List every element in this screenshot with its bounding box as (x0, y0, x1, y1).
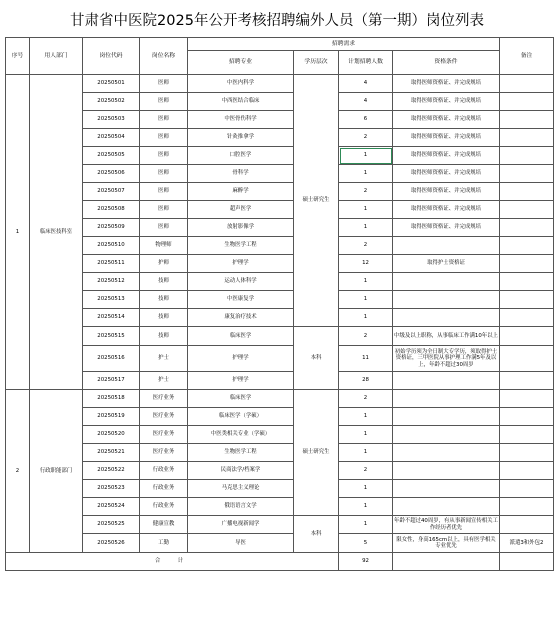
position-table (5, 37, 554, 571)
total-qual[interactable] (393, 553, 500, 571)
cell-name[interactable]: 工勤 (140, 534, 188, 553)
cell-name[interactable]: 医师 (140, 201, 188, 219)
cell-count[interactable]: 2 (339, 129, 393, 147)
cell-qual[interactable] (393, 309, 500, 327)
cell-code[interactable]: 20250513 (83, 291, 140, 309)
cell-name[interactable]: 护士 (140, 346, 188, 372)
table-row (6, 516, 554, 534)
cell-qual[interactable] (393, 426, 500, 444)
table-row (6, 183, 554, 201)
table-row (6, 111, 554, 129)
cell-remark[interactable] (500, 480, 554, 498)
total-label: 合 计 (6, 553, 339, 571)
cell-qual[interactable]: 取得护士资格证 (393, 255, 500, 273)
cell-count[interactable]: 1 (339, 516, 393, 534)
cell-code[interactable]: 20250526 (83, 534, 140, 553)
header-dept: 用人部门 (30, 38, 83, 75)
cell-code[interactable]: 20250509 (83, 219, 140, 237)
cell-remark[interactable] (500, 327, 554, 346)
cell-remark[interactable] (500, 219, 554, 237)
cell-major[interactable]: 临床医学 (188, 327, 294, 346)
cell-count[interactable]: 1 (339, 201, 393, 219)
cell-code[interactable]: 20250525 (83, 516, 140, 534)
cell-remark[interactable] (500, 165, 554, 183)
table-row (6, 165, 554, 183)
cell-code[interactable]: 20250502 (83, 93, 140, 111)
cell-name[interactable]: 技师 (140, 273, 188, 291)
cell-count[interactable]: 6 (339, 111, 393, 129)
cell-major[interactable]: 麻醉学 (188, 183, 294, 201)
cell-remark[interactable] (500, 372, 554, 390)
cell-major[interactable]: 骨科学 (188, 165, 294, 183)
cell-name[interactable]: 护师 (140, 255, 188, 273)
cell-count[interactable]: 2 (339, 237, 393, 255)
cell-code[interactable]: 20250506 (83, 165, 140, 183)
cell-major[interactable]: 护理学 (188, 372, 294, 390)
cell-major[interactable]: 口腔医学 (188, 147, 294, 165)
cell-count[interactable]: 2 (339, 327, 393, 346)
cell-code[interactable]: 20250504 (83, 129, 140, 147)
cell-major[interactable]: 俄语语言文学 (188, 498, 294, 516)
cell-remark[interactable] (500, 408, 554, 426)
cell-count[interactable]: 11 (339, 346, 393, 372)
table-row (6, 498, 554, 516)
header-req-group: 招聘需求 (188, 38, 500, 51)
table-row (6, 291, 554, 309)
cell-code[interactable]: 20250515 (83, 327, 140, 346)
table-row (6, 327, 554, 346)
cell-qual[interactable] (393, 498, 500, 516)
cell-name[interactable]: 行政业务 (140, 498, 188, 516)
header-edu: 学历层次 (294, 51, 339, 75)
cell-major[interactable]: 临床医学（学硕） (188, 408, 294, 426)
header-seq: 序号 (6, 38, 30, 75)
cell-remark[interactable] (500, 498, 554, 516)
header-qual: 资格条件 (393, 51, 500, 75)
cell-qual[interactable]: 取得医师资格证、并完成规培 (393, 201, 500, 219)
cell-qual[interactable] (393, 408, 500, 426)
header-major: 招聘专业 (188, 51, 294, 75)
cell-remark[interactable] (500, 255, 554, 273)
cell-major[interactable]: 生物医学工程 (188, 237, 294, 255)
cell-qual[interactable]: 初始学历须为全日制大专学历，须取得护士资格证，三甲医院从事护理工作满5年及以上，年龄不超过30周岁 (393, 346, 500, 372)
cell-code[interactable]: 20250514 (83, 309, 140, 327)
cell-code[interactable]: 20250520 (83, 426, 140, 444)
cell-qual[interactable]: 取得医师资格证、并完成规培 (393, 183, 500, 201)
table-row (6, 346, 554, 372)
cell-name[interactable]: 护士 (140, 372, 188, 390)
table-row (6, 444, 554, 462)
cell-count[interactable]: 1 (339, 408, 393, 426)
table-row (6, 480, 554, 498)
cell-code[interactable]: 20250523 (83, 480, 140, 498)
cell-major[interactable]: 马克思主义理论 (188, 480, 294, 498)
cell-count[interactable]: 2 (339, 462, 393, 480)
cell-qual[interactable] (393, 237, 500, 255)
cell-major[interactable]: 护理学 (188, 255, 294, 273)
cell-major[interactable]: 中医类相关专业（学硕） (188, 426, 294, 444)
cell-qual[interactable]: 取得医师资格证、并完成规培 (393, 147, 500, 165)
cell-name[interactable]: 物理师 (140, 237, 188, 255)
cell-count[interactable]: 1 (339, 273, 393, 291)
table-row (6, 273, 554, 291)
table-row (6, 255, 554, 273)
cell-name[interactable]: 技师 (140, 291, 188, 309)
cell-code[interactable]: 20250512 (83, 273, 140, 291)
cell-remark[interactable] (500, 93, 554, 111)
table-row (6, 75, 554, 93)
cell-qual[interactable]: 限女性，身高165cm以上，具有医学相关专业优先 (393, 534, 500, 553)
cell-remark[interactable] (500, 201, 554, 219)
cell-seq: 1 (6, 75, 30, 390)
header-code: 岗位代码 (83, 38, 140, 75)
cell-code[interactable]: 20250503 (83, 111, 140, 129)
cell-major[interactable]: 运动人体科学 (188, 273, 294, 291)
table-row (6, 309, 554, 327)
cell-edu[interactable]: 本科 (294, 516, 339, 553)
cell-remark[interactable]: 派遣3和外包2 (500, 534, 554, 553)
cell-name[interactable]: 医师 (140, 75, 188, 93)
cell-qual[interactable]: 中级及以上职称，从事临床工作满10年以上 (393, 327, 500, 346)
cell-count[interactable]: 1 (339, 147, 393, 165)
cell-code[interactable]: 20250519 (83, 408, 140, 426)
table-row (6, 219, 554, 237)
cell-major[interactable]: 中西医结合临床 (188, 93, 294, 111)
cell-code[interactable]: 20250518 (83, 390, 140, 408)
cell-major[interactable]: 超声医学 (188, 201, 294, 219)
cell-remark[interactable] (500, 291, 554, 309)
cell-qual[interactable]: 取得医师资格证、并完成规培 (393, 129, 500, 147)
cell-count[interactable]: 2 (339, 183, 393, 201)
cell-name[interactable]: 医师 (140, 147, 188, 165)
cell-code[interactable]: 20250522 (83, 462, 140, 480)
cell-name[interactable]: 技师 (140, 327, 188, 346)
table-row (6, 408, 554, 426)
cell-count[interactable]: 4 (339, 93, 393, 111)
cell-code[interactable]: 20250508 (83, 201, 140, 219)
cell-remark[interactable] (500, 183, 554, 201)
cell-remark[interactable] (500, 346, 554, 372)
table-row (6, 390, 554, 408)
cell-remark[interactable] (500, 75, 554, 93)
cell-name[interactable]: 医师 (140, 219, 188, 237)
cell-name[interactable]: 技师 (140, 309, 188, 327)
table-row (6, 237, 554, 255)
cell-remark[interactable] (500, 237, 554, 255)
table-row (6, 201, 554, 219)
cell-major[interactable]: 中医内科学 (188, 75, 294, 93)
cell-qual[interactable]: 取得医师资格证、并完成规培 (393, 93, 500, 111)
cell-major[interactable]: 护理学 (188, 346, 294, 372)
cell-count[interactable]: 1 (339, 498, 393, 516)
cell-count[interactable]: 1 (339, 291, 393, 309)
cell-qual[interactable] (393, 291, 500, 309)
cell-code[interactable]: 20250501 (83, 75, 140, 93)
cell-name[interactable]: 医疗业务 (140, 426, 188, 444)
cell-count[interactable]: 1 (339, 219, 393, 237)
cell-count[interactable]: 4 (339, 75, 393, 93)
cell-remark[interactable] (500, 273, 554, 291)
table-row (6, 93, 554, 111)
cell-code[interactable]: 20250524 (83, 498, 140, 516)
cell-count[interactable]: 1 (339, 165, 393, 183)
cell-count[interactable]: 28 (339, 372, 393, 390)
table-row (6, 462, 554, 480)
table-row (6, 426, 554, 444)
cell-remark[interactable] (500, 147, 554, 165)
cell-dept: 行政职能部门 (30, 390, 83, 553)
cell-code[interactable]: 20250507 (83, 183, 140, 201)
cell-count[interactable]: 1 (339, 309, 393, 327)
cell-name[interactable]: 行政业务 (140, 480, 188, 498)
cell-major[interactable]: 广播电视新闻学 (188, 516, 294, 534)
cell-count[interactable]: 12 (339, 255, 393, 273)
cell-major[interactable]: 放射影像学 (188, 219, 294, 237)
cell-major[interactable]: 临床医学 (188, 390, 294, 408)
cell-major[interactable]: 导医 (188, 534, 294, 553)
header-count: 计划招聘人数 (339, 51, 393, 75)
cell-qual[interactable]: 取得医师资格证、并完成规培 (393, 165, 500, 183)
cell-qual[interactable] (393, 372, 500, 390)
cell-code[interactable]: 20250516 (83, 346, 140, 372)
table-row (6, 129, 554, 147)
cell-count[interactable]: 2 (339, 390, 393, 408)
cell-code[interactable]: 20250505 (83, 147, 140, 165)
cell-name[interactable]: 医疗业务 (140, 390, 188, 408)
cell-remark[interactable] (500, 516, 554, 534)
total-remark[interactable] (500, 553, 554, 571)
cell-qual[interactable] (393, 444, 500, 462)
cell-qual[interactable]: 取得医师资格证、并完成规培 (393, 111, 500, 129)
cell-count[interactable]: 1 (339, 444, 393, 462)
cell-edu[interactable]: 本科 (294, 327, 339, 390)
cell-remark[interactable] (500, 129, 554, 147)
cell-qual[interactable]: 取得医师资格证、并完成规培 (393, 219, 500, 237)
cell-name[interactable]: 医师 (140, 165, 188, 183)
cell-major[interactable]: 康复治疗技术 (188, 309, 294, 327)
page-title: 甘肃省中医院2025年公开考核招聘编外人员（第一期）岗位列表 (70, 13, 484, 29)
cell-seq: 2 (6, 390, 30, 553)
cell-qual[interactable] (393, 390, 500, 408)
cell-count[interactable]: 5 (339, 534, 393, 553)
cell-name[interactable]: 医师 (140, 129, 188, 147)
cell-code[interactable]: 20250511 (83, 255, 140, 273)
cell-qual[interactable] (393, 462, 500, 480)
cell-edu[interactable]: 硕士研究生 (294, 75, 339, 327)
cell-remark[interactable] (500, 444, 554, 462)
cell-qual[interactable]: 年龄不超过40周岁，有从事新闻宣传相关工作经历者优先 (393, 516, 500, 534)
cell-code[interactable]: 20250521 (83, 444, 140, 462)
cell-remark[interactable] (500, 426, 554, 444)
cell-name[interactable]: 行政业务 (140, 462, 188, 480)
cell-count[interactable]: 1 (339, 480, 393, 498)
cell-count[interactable]: 1 (339, 426, 393, 444)
table-row (6, 372, 554, 390)
cell-name[interactable]: 健康宣教 (140, 516, 188, 534)
cell-name[interactable]: 医师 (140, 183, 188, 201)
total-row (6, 553, 554, 571)
cell-qual[interactable] (393, 480, 500, 498)
cell-qual[interactable]: 取得医师资格证、并完成规培 (393, 75, 500, 93)
table-row (6, 534, 554, 553)
cell-name[interactable]: 医疗业务 (140, 444, 188, 462)
cell-major[interactable]: 生物医学工程 (188, 444, 294, 462)
cell-name[interactable]: 医师 (140, 93, 188, 111)
total-count[interactable]: 92 (339, 553, 393, 571)
cell-name[interactable]: 医疗业务 (140, 408, 188, 426)
header-name: 岗位名称 (140, 38, 188, 75)
cell-remark[interactable] (500, 111, 554, 129)
cell-remark[interactable] (500, 462, 554, 480)
table-row (6, 147, 554, 165)
cell-remark[interactable] (500, 390, 554, 408)
cell-dept: 临床医技科室 (30, 75, 83, 390)
cell-remark[interactable] (500, 309, 554, 327)
cell-code[interactable]: 20250510 (83, 237, 140, 255)
cell-major[interactable]: 针灸推拿学 (188, 129, 294, 147)
cell-qual[interactable] (393, 273, 500, 291)
cell-code[interactable]: 20250517 (83, 372, 140, 390)
cell-name[interactable]: 医师 (140, 111, 188, 129)
cell-major[interactable]: 民商法学/档案学 (188, 462, 294, 480)
header-remark: 备注 (500, 38, 554, 75)
cell-edu[interactable]: 硕士研究生 (294, 390, 339, 516)
cell-major[interactable]: 中医骨伤科学 (188, 111, 294, 129)
cell-major[interactable]: 中医康复学 (188, 291, 294, 309)
